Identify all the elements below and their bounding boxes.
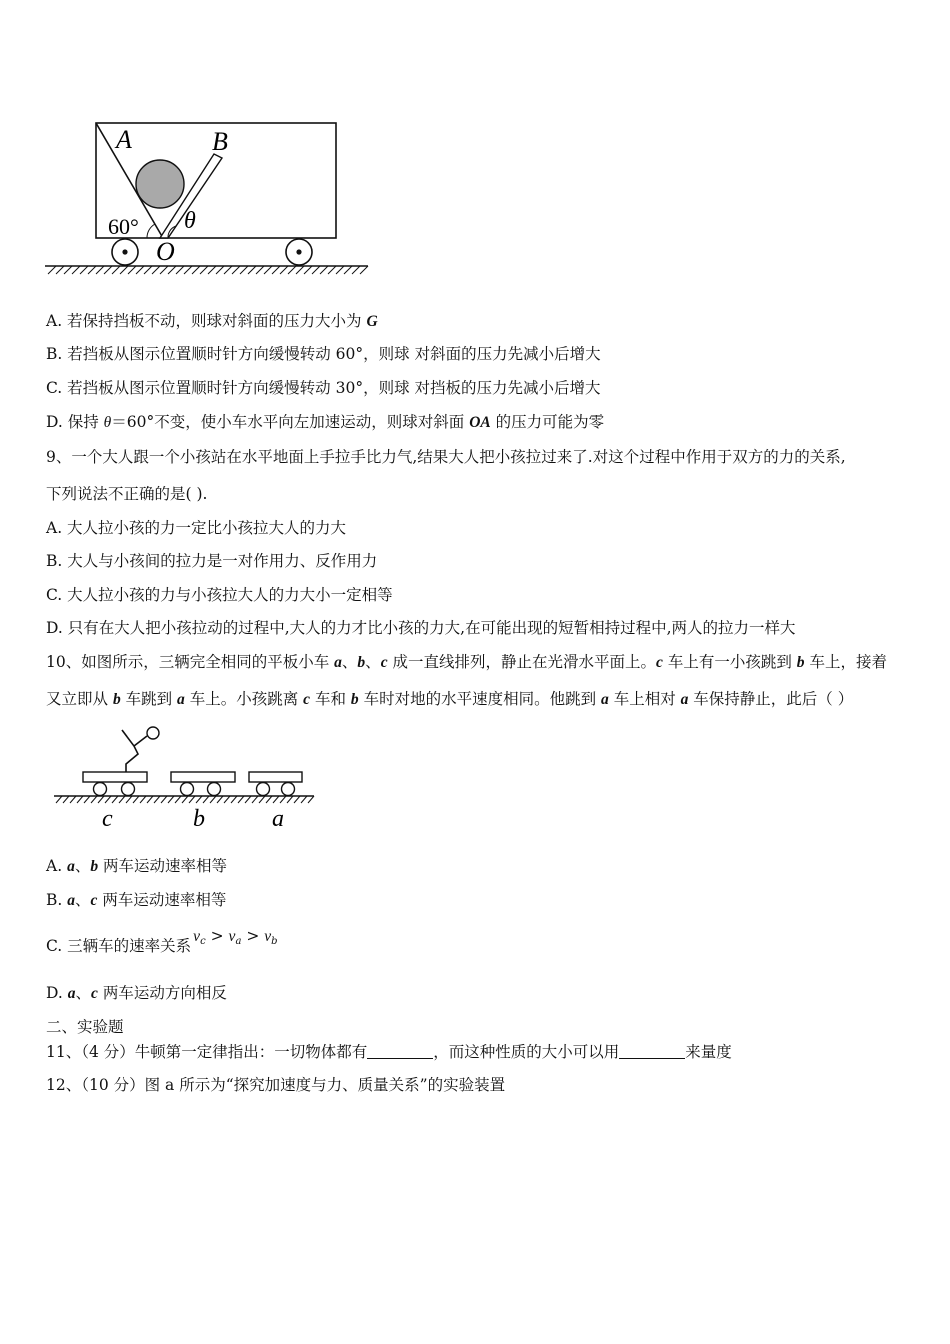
section-heading: 二、实验题 <box>46 1018 124 1036</box>
cart-label-a: a <box>272 806 284 832</box>
q8-d-mid: ＝60°不变，使小车水平向左加速运动，则球对斜面 <box>111 413 470 431</box>
var-a: a <box>680 691 689 708</box>
q9-option-b: B. 大人与小孩间的拉力是一对作用力、反作用力 <box>46 552 378 570</box>
sep: 、 <box>75 891 91 909</box>
q9-option-d: D. 只有在大人把小孩拉动的过程中,大人的力才比小孩的力大,在可能出现的短暂相持过程中,两人的拉力一样大 <box>46 619 796 637</box>
var-a: a <box>67 892 75 909</box>
sub-b: b <box>271 936 278 947</box>
q9-stem-line2: 下列说法不正确的是( ). <box>46 485 208 503</box>
var-c: c <box>380 654 388 671</box>
opt-post: 两车运动方向相反 <box>97 984 227 1002</box>
q11 <box>46 1042 732 1062</box>
label-theta: θ <box>184 208 196 234</box>
cart-label-b: b <box>193 806 205 832</box>
var-G: G <box>366 313 378 330</box>
sep: 、 <box>75 984 91 1002</box>
q10-s4: 车上，接着 <box>804 653 887 671</box>
q10-l2: 车跳到 <box>120 690 178 708</box>
sep: 、 <box>341 653 358 671</box>
q9-option-a: A. 大人拉小孩的力一定比小孩拉大人的力大 <box>46 519 347 537</box>
var-v: v <box>228 928 236 945</box>
q10-stem-line2 <box>46 689 853 710</box>
label-O: O <box>156 237 175 266</box>
speed-relation-formula <box>193 927 277 945</box>
q10-stem-line1 <box>46 652 887 673</box>
var-b: b <box>90 858 99 875</box>
var-a: a <box>67 858 75 875</box>
var-theta: θ <box>103 414 112 431</box>
q11-post: 来量度 <box>685 1043 732 1061</box>
var-c: c <box>303 691 311 708</box>
figure-cart-ball <box>40 110 380 280</box>
cart-label-c: c <box>102 806 113 832</box>
opt-pre: C. 三辆车的速率关系 <box>46 937 192 955</box>
var-c: c <box>90 892 98 909</box>
sub-a: a <box>235 936 242 947</box>
q10-option-a <box>46 856 227 877</box>
opt-pre: A. <box>46 857 68 875</box>
q8-option-c: C. 若挡板从图示位置顺时针方向缓慢转动 30°，则球 对挡板的压力先减小后增大 <box>46 379 601 397</box>
var-v: v <box>264 928 272 945</box>
q10-option-d <box>46 983 227 1004</box>
opt-post: 两车运动速率相等 <box>98 857 228 875</box>
var-a: a <box>334 654 342 671</box>
q8-option-d <box>46 412 604 433</box>
opt-post: 两车运动速率相等 <box>97 891 227 909</box>
label-A: A <box>116 125 132 154</box>
var-c: c <box>91 985 98 1002</box>
q9-option-c: C. 大人拉小孩的力与小孩拉大人的力大小一定相等 <box>46 586 393 604</box>
opt-pre: B. <box>46 891 68 909</box>
q11-pre: 11、（4 分）牛顿第一定律指出：一切物体都有 <box>46 1043 368 1061</box>
q10-l2: 车上相对 <box>608 690 681 708</box>
sub-c: c <box>200 936 206 947</box>
var-b: b <box>112 691 121 708</box>
answer-blank-1[interactable] <box>367 1044 433 1059</box>
q9-stem-line1: 9、一个大人跟一个小孩站在水平地面上手拉手比力气,结果大人把小孩拉过来了.对这个过程中作用于双方的力的关系, <box>46 448 846 466</box>
q10-l2: 又立即从 <box>46 690 113 708</box>
label-60: 60° <box>108 214 139 239</box>
q10-s1: 10、如图所示，三辆完全相同的平板小车 <box>46 653 335 671</box>
q10-option-b <box>46 890 226 911</box>
sep: 、 <box>74 857 91 875</box>
sep: 、 <box>365 653 381 671</box>
var-v: v <box>193 928 201 945</box>
q8-option-b: B. 若挡板从图示位置顺时针方向缓慢转动 60°，则球 对斜面的压力先减小后增大 <box>46 345 601 363</box>
opt-pre: D. <box>46 984 68 1002</box>
var-b: b <box>796 654 805 671</box>
q8-option-a <box>46 311 378 332</box>
gt: > <box>210 927 224 945</box>
q12: 12、（10 分）图 a 所示为“探究加速度与力、质量关系”的实验装置 <box>46 1076 506 1094</box>
label-B: B <box>212 127 228 156</box>
var-OA: OA <box>469 414 491 431</box>
q8-a-text: A. 若保持挡板不动，则球对斜面的压力大小为 <box>46 312 367 330</box>
var-b: b <box>350 691 359 708</box>
var-a: a <box>177 691 185 708</box>
figure-three-carts <box>50 722 320 834</box>
answer-blank-2[interactable] <box>619 1044 685 1059</box>
q10-l2: 车保持静止，此后（ ） <box>688 690 854 708</box>
var-c: c <box>656 654 663 671</box>
var-a: a <box>67 985 76 1002</box>
q10-l2: 车和 <box>310 690 351 708</box>
var-b: b <box>357 654 366 671</box>
q10-l2: 车时对地的水平速度相同。他跳到 <box>358 690 602 708</box>
var-a: a <box>601 691 609 708</box>
q8-d-post: 的压力可能为零 <box>490 413 605 431</box>
q10-l2: 车上。小孩跳离 <box>184 690 304 708</box>
q10-option-c <box>46 927 278 962</box>
q10-s3: 车上有一小孩跳到 <box>662 653 797 671</box>
q11-mid: ，而这种性质的大小可以用 <box>433 1043 620 1061</box>
q8-d-pre: D. 保持 <box>46 413 104 431</box>
gt: > <box>246 927 260 945</box>
q10-s2: 成一直线排列，静止在光滑水平面上。 <box>387 653 657 671</box>
